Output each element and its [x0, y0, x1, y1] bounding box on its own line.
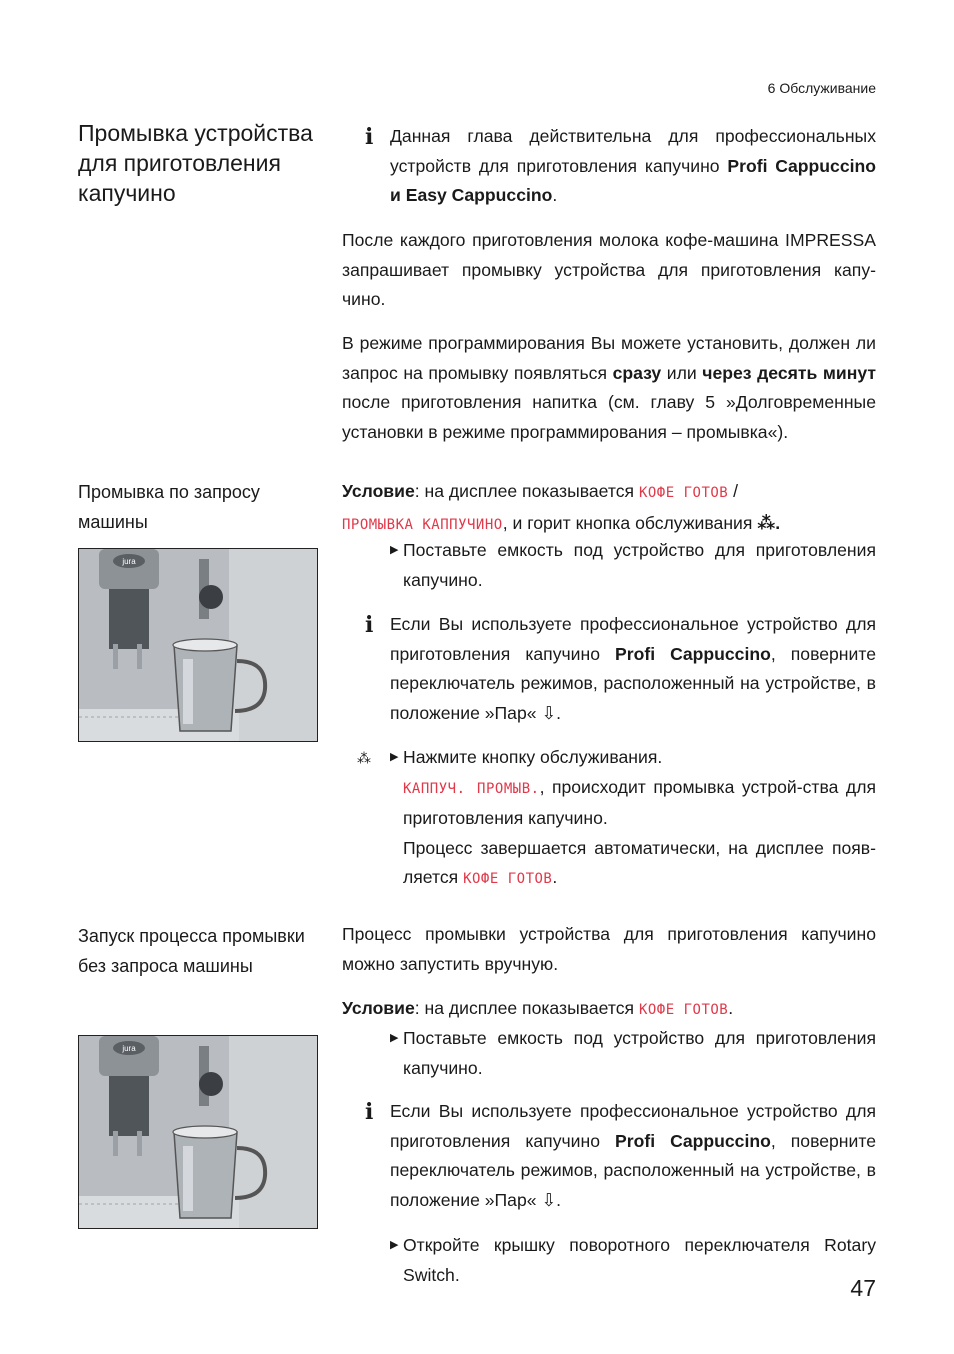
condition-line-2: Условие: на дисплее показывается КОФЕ ГОТОВ.: [342, 998, 734, 1018]
triangle-bullet-icon: ▶: [390, 751, 399, 763]
info-icon: i: [365, 1099, 374, 1125]
info-note-intro: i Данная глава действительна для профессиональных устройств для приготовления капучино Profi Cappuccino и Easy Cappuccino.: [365, 124, 876, 205]
chapter-header: 6 Обслуживание: [767, 80, 876, 96]
step-open-rotary-cover: ▶ Откройте крышку поворотного переключателя Rotary Switch.: [390, 1231, 876, 1290]
step-press-maintenance: ▶ Нажмите кнопку обслуживания. КАППУЧ. ПРОМЫВ., происходит промывка устрой-ства для приготовления капучино. Процесс завершается автоматически, на дисплее появ-ляется КОФЕ ГОТОВ.: [390, 743, 876, 895]
paragraph-programming: В режиме программирования Вы можете установить, должен ли запрос на промывку появляться сразу или через десять минут после приготовления напитка (см. главу 5 »Долговременные установки в режиме программирования – промывка«).: [342, 333, 876, 442]
display-text-cappu-rinse: КАППУЧ. ПРОМЫВ.: [403, 780, 540, 797]
paragraph-manual-intro: Процесс промывки устройства для приготовления капучино можно запустить вручную.: [342, 924, 876, 974]
subsection-heading-on-request: Промывка по запросу машины: [78, 482, 260, 532]
illustration-cappuccino-device-1: [78, 548, 318, 742]
jura-logo: jura: [122, 557, 136, 566]
step-place-container-2: ▶ Поставьте емкость под устройство для приготовления капучино.: [390, 1024, 876, 1083]
display-text-coffee-ready: КОФЕ ГОТОВ: [463, 871, 553, 887]
info-icon: i: [365, 124, 374, 150]
condition-line-1: Условие: на дисплее показывается КОФЕ ГОТОВ / ПРОМЫВКА КАППУЧИНО, и горит кнопка обслуживания ⁂.: [342, 481, 781, 533]
info-note-steam-2: i Если Вы используете профессиональное устройство для приготовления капучино Profi Cappuccino, поверните переключатель режимов, расположенный на устройстве, в положение »Пар« ⇩.: [365, 1099, 876, 1210]
triangle-bullet-icon: ▶: [390, 544, 399, 556]
display-text-rinse-cappuccino: ПРОМЫВКА КАППУЧИНО: [342, 516, 503, 533]
jura-logo: jura: [122, 1044, 136, 1053]
step-place-container-1: ▶ Поставьте емкость под устройство для приготовления капучино.: [390, 536, 876, 595]
subsection-heading-manual: Запуск процесса промывки без запроса машины: [78, 926, 305, 976]
section-title: Промывка устройства для приготовления капучино: [78, 120, 313, 206]
maintenance-icon: ⁂: [757, 512, 776, 533]
illustration-cappuccino-device-2: [78, 1035, 318, 1229]
display-text-coffee-ready: КОФЕ ГОТОВ: [638, 1002, 729, 1018]
page-number: 47: [850, 1275, 876, 1301]
info-note-steam-1: i Если Вы используете профессиональное устройство для приготовления капучино Profi Cappuccino, поверните переключатель режимов, расположенный на устройстве, в положение »Пар« ⇩.: [365, 612, 876, 723]
info-icon: i: [365, 612, 374, 638]
maintenance-icon: ⁂: [357, 750, 370, 766]
paragraph-rinse-request: После каждого приготовления молока кофе-машина IMPRESSA запрашивает промывку устройства для приготовления капу-чино.: [342, 230, 876, 309]
triangle-bullet-icon: ▶: [390, 1032, 399, 1044]
triangle-bullet-icon: ▶: [390, 1239, 399, 1251]
display-text-coffee-ready: КОФЕ ГОТОВ: [638, 485, 729, 501]
